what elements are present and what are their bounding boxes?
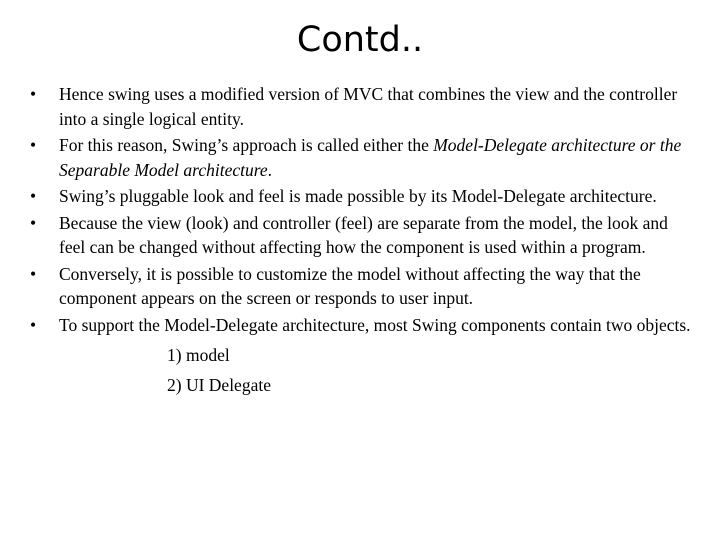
bullet-text: For this reason, Swing’s approach is called either the [59, 135, 434, 155]
bullet-item [30, 262, 698, 311]
bullet-text: To support the Model-Delegate architecture, most Swing components contain two objects. [59, 314, 691, 335]
slide-title: Contd.. [296, 20, 424, 60]
bullet-icon [30, 82, 44, 107]
bullet-text: Swing’s pluggable look and feel is made possible by its Model-Delegate architecture. [59, 186, 657, 206]
bullet-item [30, 313, 698, 398]
sub-item-ui-delegate: 2) UI Delegate [167, 374, 271, 395]
bullet-item [30, 82, 698, 131]
bullet-item [30, 184, 698, 209]
bullet-text: Conversely, it is possible to customize the model without affecting the way that the component appears on the screen or responds to user input. [59, 263, 641, 308]
bullet-emphasis: Model-Delegate architecture or the Separable Model architecture [59, 135, 682, 180]
bullet-list [30, 82, 698, 399]
bullet-item [30, 211, 698, 260]
bullet-icon [30, 211, 44, 236]
bullet-item [30, 133, 698, 182]
bullet-text: Because the view (look) and controller (feel) are separate from the model, the look and feel can be changed without affecting how the component is used within a program. [59, 212, 668, 257]
bullet-icon [30, 262, 44, 287]
sub-item-model: 1) model [167, 345, 230, 365]
bullet-text: Hence swing uses a modified version of MVC that combines the view and the controller into a single logical entity. [59, 84, 678, 129]
bullet-text-end: . [267, 159, 273, 180]
bullet-icon [30, 133, 44, 158]
bullet-icon [30, 184, 44, 209]
bullet-icon [30, 313, 44, 338]
